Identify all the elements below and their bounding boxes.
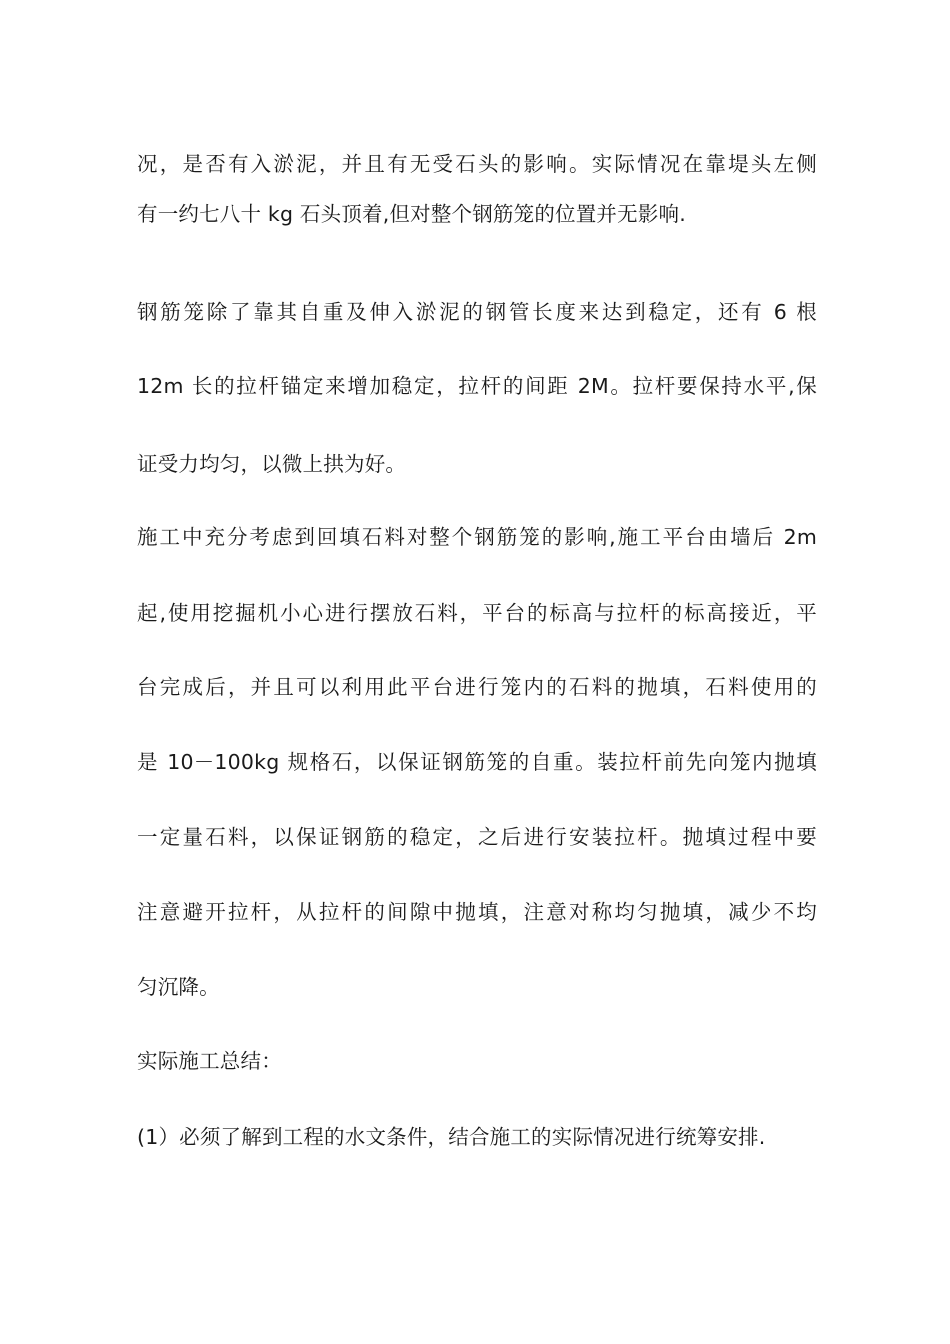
text-line: 注意避开拉杆，从拉杆的间隙中抛填，注意对称均匀抛填，减少不均	[137, 900, 817, 924]
list-item: (1）必须了解到工程的水文条件，结合施工的实际情况进行统筹安排.	[137, 1125, 766, 1149]
text-line: 是 10－100kg 规格石，以保证钢筋笼的自重。装拉杆前先向笼内抛填	[137, 750, 817, 774]
text-line: 12m 长的拉杆锚定来增加稳定，拉杆的间距 2M。拉杆要保持水平,保	[137, 374, 817, 398]
text-line: 证受力均匀，以微上拱为好。	[137, 452, 407, 476]
text-line: 况，是否有入淤泥，并且有无受石头的影响。实际情况在靠堤头左侧	[137, 152, 817, 176]
text-line: 匀沉降。	[137, 975, 220, 999]
text-line: 起,使用挖掘机小心进行摆放石料，平台的标高与拉杆的标高接近，平	[137, 601, 817, 625]
text-line: 一定量石料，以保证钢筋的稳定，之后进行安装拉杆。抛填过程中要	[137, 825, 817, 849]
section-heading: 实际施工总结：	[137, 1049, 282, 1073]
text-line: 施工中充分考虑到回填石料对整个钢筋笼的影响,施工平台由墙后 2m	[137, 525, 817, 549]
text-line: 台完成后，并且可以利用此平台进行笼内的石料的抛填，石料使用的	[137, 675, 817, 699]
text-line: 钢筋笼除了靠其自重及伸入淤泥的钢管长度来达到稳定，还有 6 根	[137, 300, 817, 324]
text-line: 有一约七八十 kg 石头顶着,但对整个钢筋笼的位置并无影响.	[137, 202, 686, 226]
